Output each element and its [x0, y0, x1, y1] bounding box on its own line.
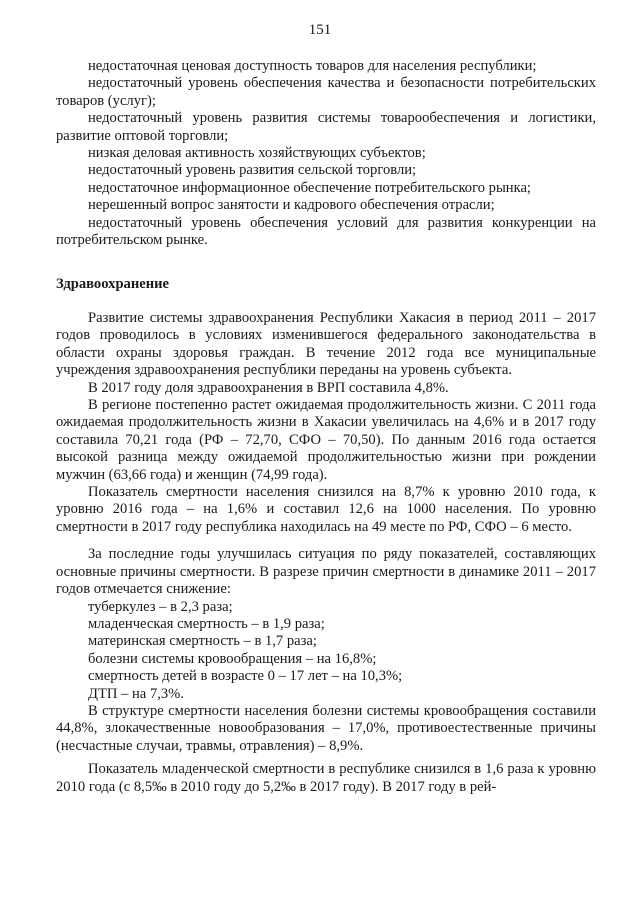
- paragraph: За последние годы улучшилась ситуация по ряду показателей, составляющих основные причины смертности. В разрезе причин смертности в динамике 2011 – 2017 годов отмечается снижение:: [56, 546, 596, 598]
- list-item: недостаточный уровень обеспечения условий для развития конкуренции на потребительском рынке.: [56, 214, 596, 249]
- list-item: недостаточная ценовая доступность товаров для населения республики;: [88, 58, 537, 74]
- list-item: недостаточный уровень обеспечения качества и безопасности потребительских товаров (услуг);: [56, 75, 596, 109]
- list-item: младенческая смертность – в 1,9 раза;: [88, 615, 325, 632]
- page-number: 151: [308, 22, 332, 38]
- paragraph: В 2017 году доля здравоохранения в ВРП составила 4,8%.: [88, 379, 449, 396]
- paragraph: В структуре смертности населения болезни системы кровообращения составили 44,8%, злокачественные новообразования – 17,0%, противоестественные причины (несчастные случаи, травмы, отравления) – 8,9%.: [56, 702, 596, 754]
- list-item: нерешенный вопрос занятости и кадрового обеспечения отрасли;: [88, 197, 495, 214]
- section-heading: Здравоохранение: [56, 276, 170, 292]
- list-item: недостаточный уровень развития сельской торговли;: [88, 162, 417, 179]
- list-item: материнская смертность – в 1,7 раза;: [88, 633, 317, 650]
- section-heading-wrap: [56, 276, 596, 293]
- body-text: [56, 310, 596, 796]
- intro-list: [56, 58, 596, 249]
- list-item: болезни системы кровообращения – на 16,8%;: [88, 650, 377, 667]
- list-item: туберкулез – в 2,3 раза;: [88, 598, 233, 615]
- paragraph: Развитие системы здравоохранения Республики Хакасия в период 2011 – 2017 годов проводилось в условиях изменившегося федерального законодательства в области охраны здоровья граждан. В течение 2012 года все муниципальные учреждения здравоохранения республики переданы на уровень субъекта.: [56, 310, 596, 379]
- paragraph: Показатель смертности населения снизился на 8,7% к уровню 2010 года, к уровню 2016 года – на 1,6% и составил 12,6 на 1000 населения. По уровню смертности в 2017 году республика находилась на 49 месте по РФ, СФО – 6 место.: [56, 484, 596, 535]
- list-item: недостаточный уровень развития системы товарообеспечения и логистики, развитие оптовой торговли;: [56, 110, 596, 144]
- paragraph: Показатель младенческой смертности в республике снизился в 1,6 раза к уровню 2010 года (с 8,5‰ в 2010 году до 5,2‰ в 2017 году). В 2017 году в рей-: [56, 761, 596, 795]
- list-item: низкая деловая активность хозяйствующих субъектов;: [88, 145, 426, 162]
- list-item: недостаточное информационное обеспечение потребительского рынка;: [88, 179, 531, 196]
- list-item: ДТП – на 7,3%.: [88, 685, 184, 702]
- paragraph: В регионе постепенно растет ожидаемая продолжительность жизни. С 2011 года ожидаемая продолжительность жизни в Хакасии увеличилась на 4,6% и в 2017 году составила 70,21 года (РФ – 72,70, СФО – 70,50). По данным 2016 года остается высокой разница между ожидаемой продолжительностью жизни при рождении мужчин (63,66 года) и женщин (74,99 года).: [56, 397, 596, 483]
- list-item: смертность детей в возрасте 0 – 17 лет – на 10,3%;: [88, 668, 403, 685]
